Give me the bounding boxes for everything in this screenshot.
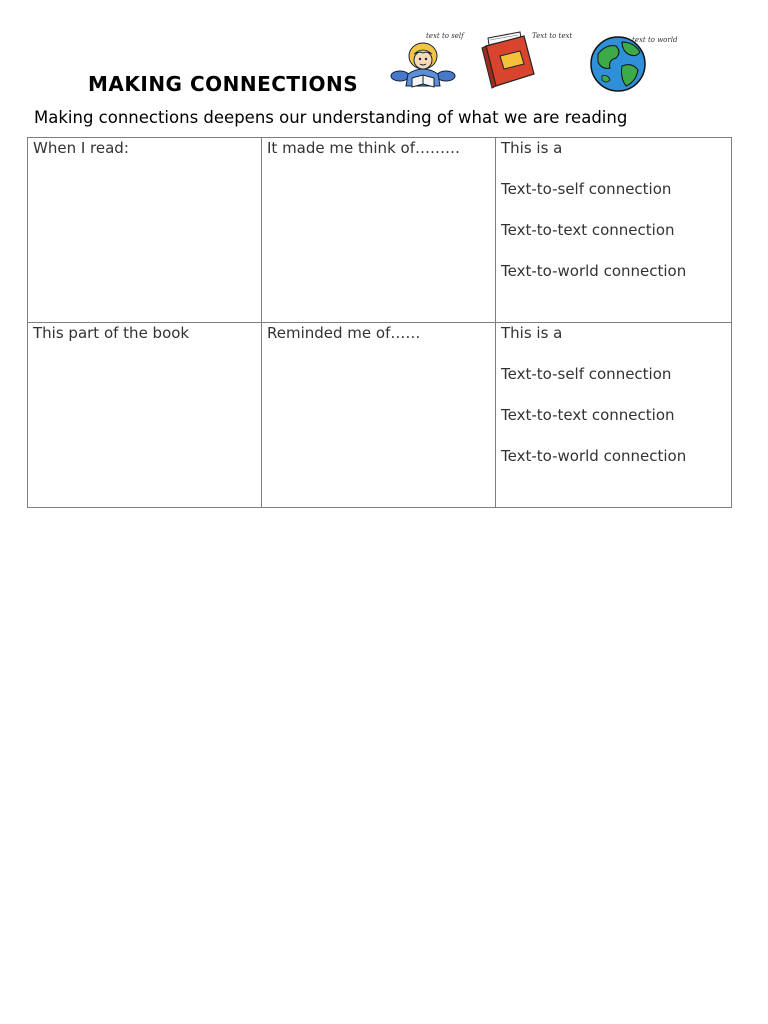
table-cell-connection-type[interactable] <box>496 138 732 323</box>
globe-clipart <box>588 30 678 94</box>
cell-prompt: Reminded me of…… <box>267 324 421 342</box>
table-row <box>28 138 732 323</box>
table-cell-reminded-me[interactable] <box>262 323 496 508</box>
clipart-caption-self: text to self <box>426 32 464 40</box>
connection-option-text: Text-to-text connection <box>501 221 675 239</box>
table-cell-part-of-book[interactable] <box>28 323 262 508</box>
connection-option-self: Text-to-self connection <box>501 180 672 198</box>
connection-option-world: Text-to-world connection <box>501 447 687 465</box>
book-clipart <box>480 30 580 94</box>
connection-option-world: Text-to-world connection <box>501 262 687 280</box>
clipart-caption-text: Text to text <box>532 32 573 40</box>
table-row <box>28 323 732 508</box>
page-title: MAKING CONNECTIONS <box>88 72 359 96</box>
connection-option-self: Text-to-self connection <box>501 365 672 383</box>
cell-prompt: It made me think of……… <box>267 139 460 157</box>
cell-prompt: This part of the book <box>33 324 190 342</box>
cell-lead: This is a <box>501 139 563 157</box>
clipart-caption-world: text to world <box>632 36 678 44</box>
cell-lead: This is a <box>501 324 563 342</box>
table-cell-when-i-read[interactable] <box>28 138 262 323</box>
page-subtitle: Making connections deepens our understanding of what we are reading <box>34 108 628 127</box>
table-cell-connection-type[interactable] <box>496 323 732 508</box>
table-cell-made-me-think[interactable] <box>262 138 496 323</box>
connections-table <box>27 137 732 508</box>
cell-prompt: When I read: <box>33 139 129 157</box>
connection-option-text: Text-to-text connection <box>501 406 675 424</box>
girl-reading-clipart <box>388 30 468 94</box>
